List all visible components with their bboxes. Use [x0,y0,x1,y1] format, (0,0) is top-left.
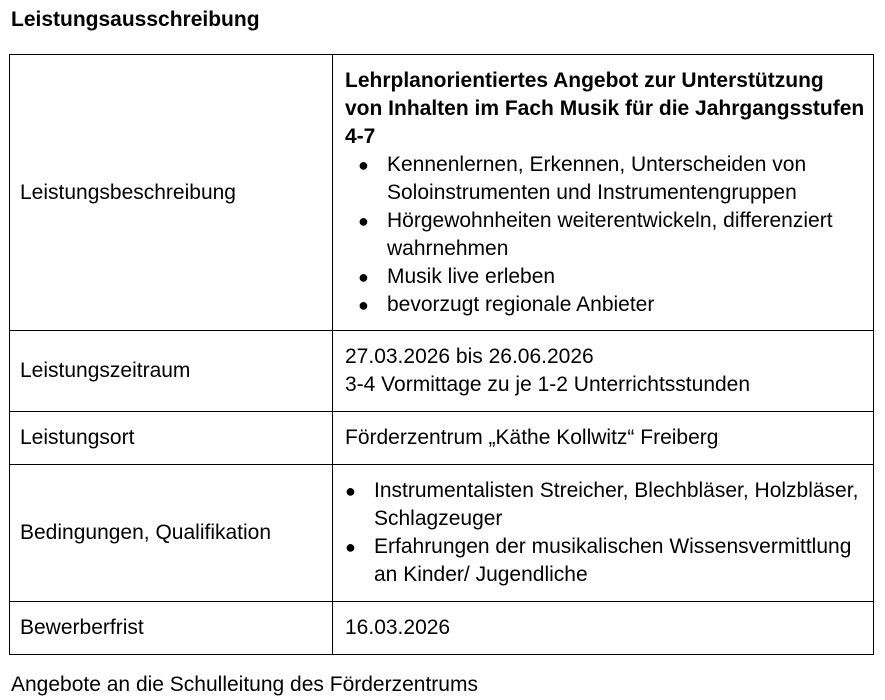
table-row [10,331,874,412]
list-item [345,263,865,291]
row-label-leistungszeitraum: Leistungszeitraum [10,331,333,412]
tender-table [9,54,874,655]
row-label-leistungsbeschreibung: Leistungsbeschreibung [10,55,333,331]
row-label-bewerberfrist: Bewerberfrist [10,602,333,655]
bullet-icon: ● [345,537,356,557]
row-value-bewerberfrist: 16.03.2026 [333,602,874,655]
list-item [345,207,865,263]
bullet-text: Instrumentalisten Streicher, Blechbläser, Holzbläser, Schlagzeuger [374,479,859,530]
period-schedule: 3-4 Vormittage zu je 1-2 Unterrichtsstunden [345,373,751,396]
bullet-text: Erfahrungen der musikalischen Wissensvermittlung an Kinder/ Jugendliche [374,535,852,586]
requirements-bullet-list [345,477,865,589]
offer-heading: Lehrplanorientiertes Angebot zur Unterstützung von Inhalten im Fach Musik für die Jahrgangsstufen 4-7 [345,68,865,148]
footer-note: Angebote an die Schulleitung des Förderzentrums [11,673,478,696]
table-row [10,465,874,602]
bullet-text: Hörgewohnheiten weiterentwickeln, differenziert wahrnehmen [387,208,833,260]
list-item [345,477,865,533]
list-item [345,151,865,207]
period-dates: 27.03.2026 bis 26.06.2026 [345,345,594,368]
bullet-icon: ● [358,210,369,231]
bullet-text: Kennenlernen, Erkennen, Unterscheiden von Soloinstrumenten und Instrumentengruppen [387,152,807,204]
row-value-leistungsbeschreibung [333,55,874,331]
table-row [10,55,874,331]
bullet-icon: ● [358,294,369,315]
bullet-text: Musik live erleben [387,264,556,288]
row-value-bedingungen [333,465,874,602]
table-row [10,412,874,465]
list-item [345,291,865,319]
row-label-bedingungen: Bedingungen, Qualifikation [10,465,333,602]
description-bullet-list [345,151,865,319]
bullet-icon: ● [345,481,356,501]
row-value-leistungsort: Förderzentrum „Käthe Kollwitz“ Freiberg [333,412,874,465]
bullet-icon: ● [358,266,369,287]
list-item [345,533,865,589]
table-row [10,602,874,655]
row-value-leistungszeitraum [333,331,874,412]
document-title: Leistungsausschreibung [11,8,260,31]
bullet-text: bevorzugt regionale Anbieter [387,292,655,316]
bullet-icon: ● [358,154,369,175]
row-label-leistungsort: Leistungsort [10,412,333,465]
